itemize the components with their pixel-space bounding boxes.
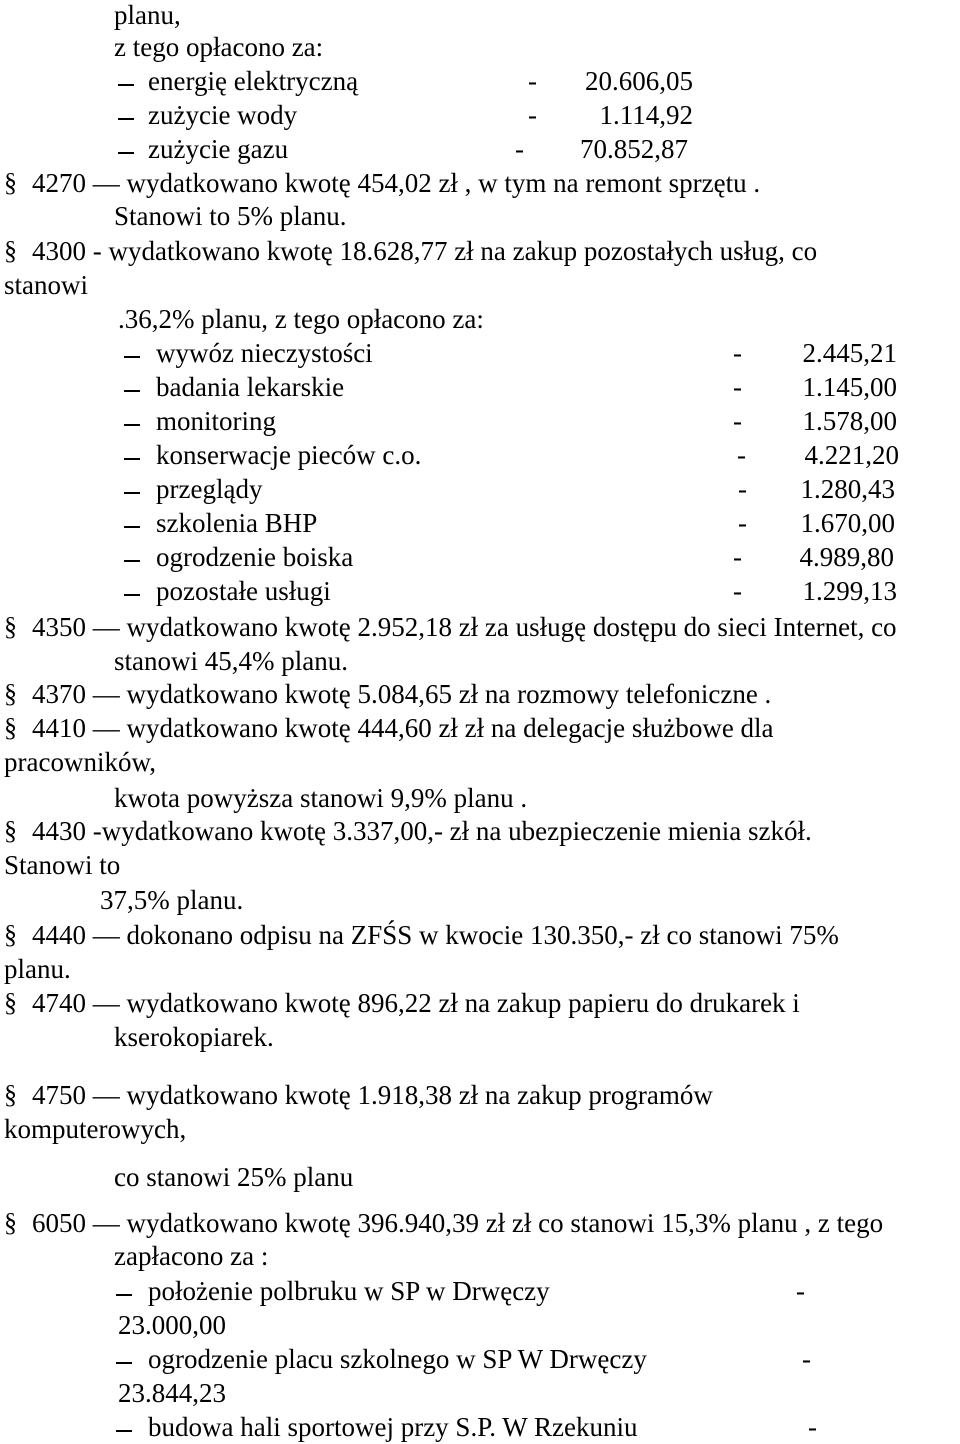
list-item-dash: - (733, 406, 742, 436)
text-line: 4300 - wydatkowano kwotę 18.628,77 zł na zakup pozostałych usług, co (32, 236, 818, 266)
text-line: planu. (4, 954, 71, 984)
list-item-amount: 23.000,00 (118, 1310, 226, 1340)
text-line: kserokopiarek. (114, 1022, 274, 1052)
list-item-label: badania lekarskie (156, 372, 345, 402)
section-icon: § (4, 988, 17, 1017)
section-icon: § (4, 1080, 17, 1109)
list-item-amount: 23.844,23 (118, 1378, 226, 1408)
bullet-dash (124, 458, 140, 460)
bullet-dash (116, 1430, 132, 1432)
text-line: planu, (114, 0, 181, 30)
bullet-dash (124, 356, 140, 358)
section-icon: § (4, 612, 17, 641)
list-item-label: zużycie gazu (148, 134, 289, 164)
text-line: komputerowych, (4, 1114, 187, 1144)
list-item-amount: 2.445,21 (802, 338, 897, 368)
list-item-dash: - (528, 66, 537, 96)
text-line: zapłacono za : (114, 1241, 269, 1271)
list-item-label: ogrodzenie placu szkolnego w SP W Drwęczy (148, 1344, 647, 1374)
text-line: 4370 ― wydatkowano kwotę 5.084,65 zł na rozmowy telefoniczne . (32, 679, 772, 709)
section-icon: § (4, 679, 17, 708)
text-line: 4350 ― wydatkowano kwotę 2.952,18 zł za usługę dostępu do sieci Internet, co (32, 612, 897, 642)
list-item-dash: - (802, 1344, 811, 1374)
text-line: co stanowi 25% planu (114, 1162, 354, 1192)
text-line: kwota powyższa stanowi 9,9% planu . (114, 783, 528, 813)
bullet-dash (116, 1362, 132, 1364)
bullet-dash (118, 84, 134, 86)
bullet-dash (118, 118, 134, 120)
bullet-dash (124, 492, 140, 494)
text-line: Stanowi to 5% planu. (114, 201, 347, 231)
text-line: 4430 -wydatkowano kwotę 3.337,00,- zł na ubezpieczenie mienia szkół. (32, 816, 812, 846)
section-icon: § (4, 816, 17, 845)
list-item-label: zużycie wody (148, 100, 298, 130)
list-item-dash: - (733, 542, 742, 572)
list-item-amount: 1.145,00 (802, 372, 897, 402)
text-line: Stanowi to (4, 850, 121, 880)
list-item-dash: - (737, 440, 746, 470)
text-line: 6050 ― wydatkowano kwotę 396.940,39 zł zł co stanowi 15,3% planu , z tego (32, 1208, 884, 1238)
bullet-dash (124, 526, 140, 528)
list-item-label: położenie polbruku w SP w Drwęczy (148, 1276, 550, 1306)
list-item-amount: 70.852,87 (580, 134, 688, 164)
section-icon: § (4, 1208, 17, 1237)
list-item-dash: - (738, 474, 747, 504)
section-icon: § (4, 713, 17, 742)
list-item-dash: - (733, 576, 742, 606)
list-item-amount: 4.989,80 (799, 542, 894, 572)
bullet-dash (124, 560, 140, 562)
list-item-amount: 1.114,92 (599, 100, 693, 130)
list-item-amount: 1.280,43 (800, 474, 895, 504)
list-item-amount: 1.299,13 (802, 576, 897, 606)
list-item-dash: - (733, 372, 742, 402)
list-item-label: przeglądy (156, 474, 263, 504)
list-item-dash: - (796, 1276, 805, 1306)
bullet-dash (124, 390, 140, 392)
text-line: z tego opłacono za: (114, 32, 324, 62)
section-icon: § (4, 920, 17, 949)
list-item-dash: - (733, 338, 742, 368)
bullet-dash (124, 594, 140, 596)
list-item-label: ogrodzenie boiska (156, 542, 354, 572)
list-item-dash: - (515, 134, 524, 164)
text-line: .36,2% planu, z tego opłacono za: (118, 304, 484, 334)
bullet-dash (116, 1294, 132, 1296)
section-icon: § (4, 236, 17, 265)
list-item-label: konserwacje pieców c.o. (156, 440, 422, 470)
list-item-amount: 4.221,20 (804, 440, 899, 470)
text-line: 37,5% planu. (100, 885, 244, 915)
section-icon: § (4, 168, 17, 197)
list-item-amount: 1.578,00 (802, 406, 897, 436)
text-line: stanowi 45,4% planu. (114, 646, 348, 676)
list-item-amount: 1.670,00 (800, 508, 895, 538)
text-line: pracowników, (4, 747, 156, 777)
text-line: 4740 ― wydatkowano kwotę 896,22 zł na zakup papieru do drukarek i (32, 988, 800, 1018)
bullet-dash (124, 424, 140, 426)
list-item-label: monitoring (156, 406, 276, 436)
text-line: 4410 ― wydatkowano kwotę 444,60 zł zł na delegacje służbowe dla (32, 713, 774, 743)
list-item-label: budowa hali sportowej przy S.P. W Rzekuniu (148, 1412, 638, 1442)
list-item-label: wywóz nieczystości (156, 338, 373, 368)
list-item-label: pozostałe usługi (156, 576, 331, 606)
list-item-label: energię elektryczną (148, 66, 359, 96)
list-item-amount: 20.606,05 (585, 66, 693, 96)
list-item-label: szkolenia BHP (156, 508, 318, 538)
text-line: 4440 ― dokonano odpisu na ZFŚS w kwocie 130.350,- zł co stanowi 75% (32, 920, 839, 950)
list-item-dash: - (528, 100, 537, 130)
text-line: 4270 ― wydatkowano kwotę 454,02 zł , w tym na remont sprzętu . (32, 168, 761, 198)
bullet-dash (118, 152, 134, 154)
text-line: stanowi (4, 270, 88, 300)
list-item-dash: - (808, 1412, 817, 1442)
list-item-dash: - (738, 508, 747, 538)
text-line: 4750 ― wydatkowano kwotę 1.918,38 zł na zakup programów (32, 1080, 713, 1110)
